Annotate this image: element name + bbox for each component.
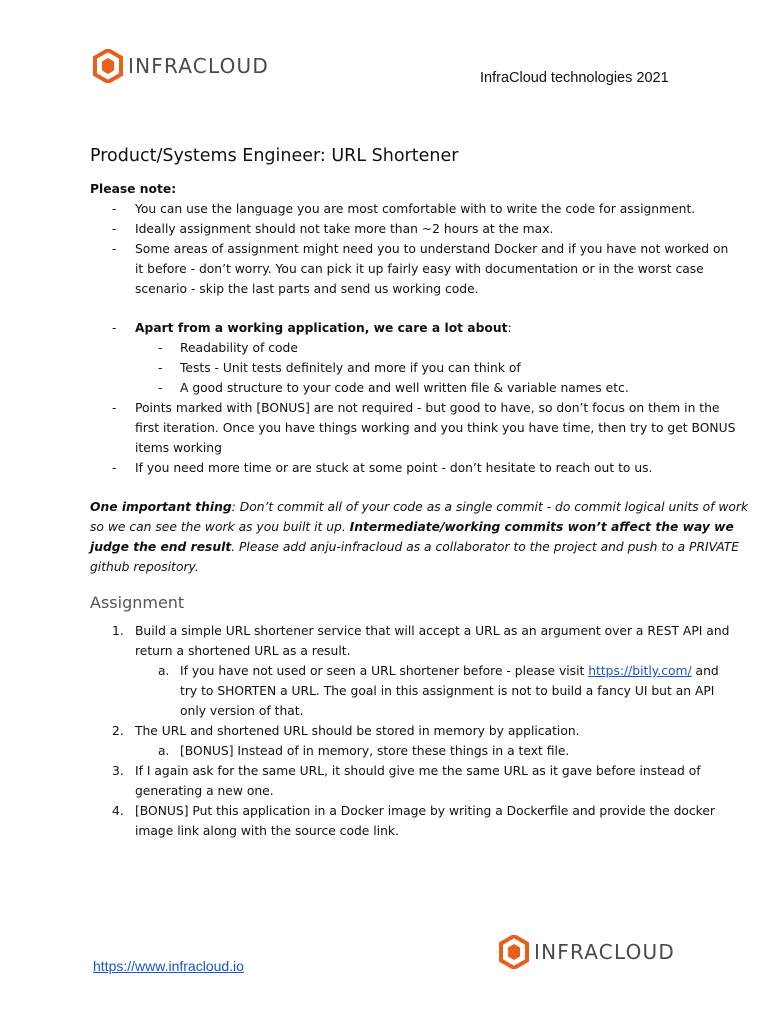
- list-item-continuation: it before - don’t worry. You can pick it up fairly easy with documentation or in the worst case: [135, 262, 704, 276]
- list-item-continuation: items working: [135, 441, 222, 455]
- numbered-item: 4. [BONUS] Put this application in a Docker image by writing a Dockerfile and provide the docker: [112, 804, 715, 818]
- important-paragraph: judge the end result. Please add anju-infracloud as a collaborator to the project and push to a PRIVATE: [90, 540, 739, 554]
- brand-logo: [93, 49, 269, 83]
- care-item: - Tests - Unit tests definitely and more if you can think of: [158, 361, 521, 375]
- brand-name: INFRACLOUD: [128, 54, 269, 78]
- list-item-continuation: first iteration. Once you have things working and you think you have time, then try to get BONUS: [135, 421, 736, 435]
- infracloud-logo-icon: [93, 49, 123, 83]
- numbered-item: 2. The URL and shortened URL should be stored in memory by application.: [112, 724, 580, 738]
- sub-item-continuation: only version of that.: [180, 704, 304, 718]
- numbered-item: 3. If I again ask for the same URL, it should give me the same URL as it gave before instead of: [112, 764, 701, 778]
- numbered-item-continuation: generating a new one.: [135, 784, 274, 798]
- section-heading-assignment: Assignment: [90, 593, 185, 612]
- important-paragraph: so we can see the work as you built it up. Intermediate/working commits won’t affect the way we: [90, 520, 734, 534]
- footer-website-link[interactable]: https://www.infracloud.io: [93, 958, 244, 974]
- infracloud-logo-icon: [499, 935, 529, 969]
- care-heading: - Apart from a working application, we care a lot about:: [112, 321, 512, 335]
- bitly-link[interactable]: https://bitly.com/: [588, 664, 692, 678]
- important-paragraph: github repository.: [90, 560, 199, 574]
- list-item: - Ideally assignment should not take more than ~2 hours at the max.: [112, 222, 554, 236]
- list-item: - Some areas of assignment might need you to understand Docker and if you have not worked on: [112, 242, 729, 256]
- list-item-continuation: scenario - skip the last parts and send us working code.: [135, 282, 479, 296]
- list-item: - You can use the language you are most comfortable with to write the code for assignment.: [112, 202, 696, 216]
- brand-name: INFRACLOUD: [534, 940, 675, 964]
- header-company-year: InfraCloud technologies 2021: [480, 70, 669, 86]
- page-title: Product/Systems Engineer: URL Shortener: [90, 146, 459, 166]
- sub-item-continuation: try to SHORTEN a URL. The goal in this assignment is not to build a fancy UI but an API: [180, 684, 715, 698]
- note-heading: Please note:: [90, 182, 177, 196]
- numbered-item-continuation: return a shortened URL as a result.: [135, 644, 351, 658]
- important-paragraph: One important thing: Don’t commit all of your code as a single commit - do commit logical units of work: [90, 500, 749, 514]
- numbered-item-continuation: image link along with the source code link.: [135, 824, 399, 838]
- list-item: - Points marked with [BONUS] are not required - but good to have, so don’t focus on them in the: [112, 401, 720, 415]
- numbered-item: 1. Build a simple URL shortener service that will accept a URL as an argument over a REST API and: [112, 624, 730, 638]
- care-item: - A good structure to your code and well written file & variable names etc.: [158, 381, 629, 395]
- sub-item: a. If you have not used or seen a URL shortener before - please visit https://bitly.com/ and: [158, 664, 719, 678]
- document-body: [90, 179, 749, 841]
- care-item: - Readability of code: [158, 341, 298, 355]
- list-item: - If you need more time or are stuck at some point - don’t hesitate to reach out to us.: [112, 461, 653, 475]
- sub-item: a. [BONUS] Instead of in memory, store these things in a text file.: [158, 744, 570, 758]
- brand-logo-footer: [499, 935, 675, 969]
